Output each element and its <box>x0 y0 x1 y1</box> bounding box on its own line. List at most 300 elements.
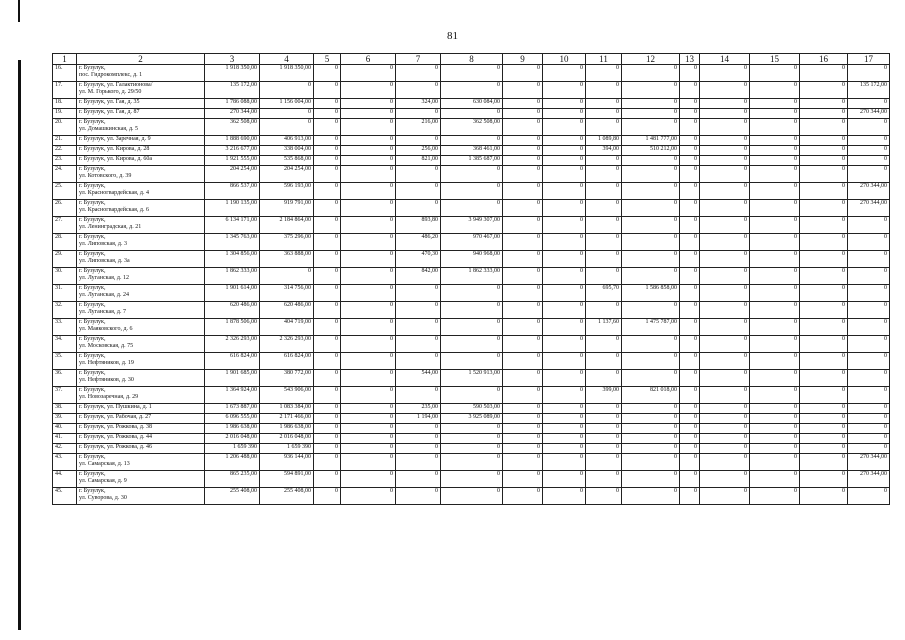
value-cell-col-3: 270 344,00 <box>205 109 260 119</box>
value-cell-col-6: 0 <box>341 471 396 488</box>
value-cell-col-5: 0 <box>314 353 341 370</box>
value-cell-col-4: 543 906,00 <box>260 387 314 404</box>
value-cell-col-5: 0 <box>314 387 341 404</box>
value-cell-col-15: 0 <box>750 285 800 302</box>
table-row <box>53 336 890 353</box>
value-cell-col-14: 0 <box>700 234 750 251</box>
value-cell-col-8: 0 <box>441 183 503 200</box>
value-cell-col-8: 0 <box>441 424 503 434</box>
value-cell-col-7: 0 <box>396 319 441 336</box>
value-cell-col-8: 940 968,00 <box>441 251 503 268</box>
value-cell-col-12: 0 <box>622 251 680 268</box>
value-cell-col-10: 0 <box>543 136 586 146</box>
address-line: ул. Суворова, д. 30 <box>79 495 127 501</box>
value-cell-col-9: 0 <box>503 268 543 285</box>
value-cell-col-9: 0 <box>503 404 543 414</box>
address-line: ул. Красногвардейская, д. 4 <box>79 190 149 196</box>
value-cell-col-7: 0 <box>396 444 441 454</box>
column-header-10: 10 <box>543 54 586 65</box>
value-cell-col-17: 0 <box>848 434 890 444</box>
value-cell-col-4: 1 659 390 <box>260 444 314 454</box>
value-cell-col-14: 0 <box>700 424 750 434</box>
value-cell-col-16: 0 <box>800 99 848 109</box>
value-cell-col-11: 0 <box>586 251 622 268</box>
value-cell-col-10: 0 <box>543 414 586 424</box>
address-line: г. Бузулук, ул. Галактионова/ <box>79 82 153 88</box>
value-cell-col-7: 0 <box>396 488 441 505</box>
value-cell-col-15: 0 <box>750 136 800 146</box>
value-cell-col-13: 0 <box>680 488 700 505</box>
value-cell-col-11: 0 <box>586 424 622 434</box>
value-cell-col-4: 2 016 048,00 <box>260 434 314 444</box>
value-cell-col-5: 0 <box>314 136 341 146</box>
table-row <box>53 251 890 268</box>
value-cell-col-13: 0 <box>680 217 700 234</box>
address-line: ул. Котовского, д. 39 <box>79 173 132 179</box>
value-cell-col-3: 135 172,00 <box>205 82 260 99</box>
value-cell-col-16: 0 <box>800 370 848 387</box>
value-cell-col-15: 0 <box>750 109 800 119</box>
row-number: 18. <box>53 99 77 109</box>
value-cell-col-11: 0 <box>586 353 622 370</box>
value-cell-col-15: 0 <box>750 302 800 319</box>
value-cell-col-13: 0 <box>680 302 700 319</box>
value-cell-col-4: 2 184 864,00 <box>260 217 314 234</box>
address-line: г. Бузулук, <box>79 200 106 206</box>
value-cell-col-8: 0 <box>441 319 503 336</box>
binding-margin-line <box>18 60 21 630</box>
table-row <box>53 82 890 99</box>
table-row <box>53 200 890 217</box>
table-row <box>53 268 890 285</box>
table-row <box>53 166 890 183</box>
value-cell-col-6: 0 <box>341 156 396 166</box>
address-cell <box>77 488 205 505</box>
value-cell-col-9: 0 <box>503 166 543 183</box>
value-cell-col-14: 0 <box>700 353 750 370</box>
value-cell-col-6: 0 <box>341 424 396 434</box>
value-cell-col-13: 0 <box>680 434 700 444</box>
value-cell-col-5: 0 <box>314 434 341 444</box>
value-cell-col-3: 866 537,00 <box>205 183 260 200</box>
table-row <box>53 424 890 434</box>
value-cell-col-11: 0 <box>586 444 622 454</box>
value-cell-col-4: 1 986 638,00 <box>260 424 314 434</box>
row-number: 26. <box>53 200 77 217</box>
value-cell-col-16: 0 <box>800 217 848 234</box>
value-cell-col-14: 0 <box>700 136 750 146</box>
value-cell-col-11: 1 137,60 <box>586 319 622 336</box>
value-cell-col-16: 0 <box>800 285 848 302</box>
value-cell-col-10: 0 <box>543 166 586 183</box>
value-cell-col-7: 0 <box>396 454 441 471</box>
value-cell-col-4: 1 083 384,00 <box>260 404 314 414</box>
value-cell-col-4: 1 156 004,00 <box>260 99 314 109</box>
row-number: 42. <box>53 444 77 454</box>
value-cell-col-11: 0 <box>586 488 622 505</box>
value-cell-col-6: 0 <box>341 454 396 471</box>
address-cell <box>77 353 205 370</box>
value-cell-col-13: 0 <box>680 370 700 387</box>
column-header-2: 2 <box>77 54 205 65</box>
value-cell-col-4: 363 888,00 <box>260 251 314 268</box>
address-cell <box>77 268 205 285</box>
value-cell-col-10: 0 <box>543 404 586 414</box>
value-cell-col-4: 535 868,00 <box>260 156 314 166</box>
value-cell-col-13: 0 <box>680 99 700 109</box>
value-cell-col-6: 0 <box>341 99 396 109</box>
value-cell-col-5: 0 <box>314 65 341 82</box>
value-cell-col-16: 0 <box>800 353 848 370</box>
value-cell-col-14: 0 <box>700 444 750 454</box>
value-cell-col-4: 594 891,00 <box>260 471 314 488</box>
address-line: ул. Маяковского, д. 6 <box>79 326 133 332</box>
address-cell <box>77 166 205 183</box>
value-cell-col-10: 0 <box>543 444 586 454</box>
address-line: г. Бузулук, ул. Гая, д. 87 <box>79 109 140 115</box>
value-cell-col-9: 0 <box>503 387 543 404</box>
value-cell-col-5: 0 <box>314 285 341 302</box>
value-cell-col-16: 0 <box>800 234 848 251</box>
value-cell-col-6: 0 <box>341 65 396 82</box>
table-row <box>53 414 890 424</box>
table-row <box>53 434 890 444</box>
value-cell-col-15: 0 <box>750 166 800 183</box>
row-number: 17. <box>53 82 77 99</box>
value-cell-col-9: 0 <box>503 302 543 319</box>
value-cell-col-11: 0 <box>586 109 622 119</box>
table-row <box>53 285 890 302</box>
value-cell-col-9: 0 <box>503 217 543 234</box>
value-cell-col-14: 0 <box>700 370 750 387</box>
address-line: г. Бузулук, <box>79 166 106 172</box>
value-cell-col-12: 1 481 777,00 <box>622 136 680 146</box>
value-cell-col-12: 0 <box>622 217 680 234</box>
address-cell <box>77 65 205 82</box>
row-number: 21. <box>53 136 77 146</box>
value-cell-col-3: 1 190 135,00 <box>205 200 260 217</box>
address-line: пос. Гидрокомплекс, д. 1 <box>79 72 143 78</box>
value-cell-col-9: 0 <box>503 471 543 488</box>
value-cell-col-10: 0 <box>543 471 586 488</box>
value-cell-col-15: 0 <box>750 234 800 251</box>
table-row <box>53 471 890 488</box>
value-cell-col-6: 0 <box>341 353 396 370</box>
address-line: г. Бузулук, <box>79 285 106 291</box>
value-cell-col-16: 0 <box>800 488 848 505</box>
value-cell-col-12: 0 <box>622 424 680 434</box>
value-cell-col-15: 0 <box>750 454 800 471</box>
value-cell-col-14: 0 <box>700 414 750 424</box>
value-cell-col-12: 0 <box>622 404 680 414</box>
table-row <box>53 156 890 166</box>
row-number: 37. <box>53 387 77 404</box>
value-cell-col-3: 620 486,00 <box>205 302 260 319</box>
row-number: 19. <box>53 109 77 119</box>
address-cell <box>77 217 205 234</box>
value-cell-col-13: 0 <box>680 82 700 99</box>
value-cell-col-11: 0 <box>586 404 622 414</box>
row-number: 40. <box>53 424 77 434</box>
value-cell-col-4: 2 326 293,00 <box>260 336 314 353</box>
value-cell-col-7: 0 <box>396 336 441 353</box>
address-line: г. Бузулук, ул. Пушкина, д. 1 <box>79 404 152 410</box>
address-line: ул. Луганская, д. 12 <box>79 275 129 281</box>
table-row <box>53 119 890 136</box>
address-cell <box>77 444 205 454</box>
value-cell-col-15: 0 <box>750 251 800 268</box>
value-cell-col-7: 1 194,00 <box>396 414 441 424</box>
value-cell-col-16: 0 <box>800 319 848 336</box>
value-cell-col-15: 0 <box>750 99 800 109</box>
value-cell-col-11: 0 <box>586 65 622 82</box>
value-cell-col-14: 0 <box>700 146 750 156</box>
column-header-14: 14 <box>700 54 750 65</box>
value-cell-col-17: 270 344,00 <box>848 183 890 200</box>
value-cell-col-7: 0 <box>396 285 441 302</box>
value-cell-col-16: 0 <box>800 268 848 285</box>
value-cell-col-10: 0 <box>543 268 586 285</box>
value-cell-col-13: 0 <box>680 414 700 424</box>
value-cell-col-17: 0 <box>848 424 890 434</box>
value-cell-col-3: 1 901 685,00 <box>205 370 260 387</box>
value-cell-col-6: 0 <box>341 119 396 136</box>
value-cell-col-4: 375 296,00 <box>260 234 314 251</box>
value-cell-col-6: 0 <box>341 336 396 353</box>
value-cell-col-8: 0 <box>441 488 503 505</box>
address-cell <box>77 434 205 444</box>
value-cell-col-16: 0 <box>800 387 848 404</box>
row-number: 45. <box>53 488 77 505</box>
value-cell-col-4: 406 913,00 <box>260 136 314 146</box>
row-number: 38. <box>53 404 77 414</box>
address-cell <box>77 424 205 434</box>
value-cell-col-17: 0 <box>848 319 890 336</box>
table-row <box>53 109 890 119</box>
column-header-11: 11 <box>586 54 622 65</box>
value-cell-col-5: 0 <box>314 146 341 156</box>
value-cell-col-17: 0 <box>848 99 890 109</box>
value-cell-col-14: 0 <box>700 285 750 302</box>
value-cell-col-10: 0 <box>543 454 586 471</box>
value-cell-col-8: 0 <box>441 166 503 183</box>
value-cell-col-10: 0 <box>543 319 586 336</box>
value-cell-col-6: 0 <box>341 136 396 146</box>
value-cell-col-8: 3 949 307,00 <box>441 217 503 234</box>
value-cell-col-8: 630 084,00 <box>441 99 503 109</box>
value-cell-col-16: 0 <box>800 146 848 156</box>
value-cell-col-4: 620 486,00 <box>260 302 314 319</box>
value-cell-col-4: 2 171 466,00 <box>260 414 314 424</box>
value-cell-col-11: 0 <box>586 268 622 285</box>
value-cell-col-8: 1 520 913,00 <box>441 370 503 387</box>
value-cell-col-13: 0 <box>680 183 700 200</box>
value-cell-col-5: 0 <box>314 183 341 200</box>
row-number: 44. <box>53 471 77 488</box>
value-cell-col-3: 204 254,00 <box>205 166 260 183</box>
column-number-row <box>53 54 890 65</box>
value-cell-col-11: 0 <box>586 454 622 471</box>
value-cell-col-4: 0 <box>260 109 314 119</box>
address-cell <box>77 404 205 414</box>
row-number: 25. <box>53 183 77 200</box>
column-header-15: 15 <box>750 54 800 65</box>
column-header-1: 1 <box>53 54 77 65</box>
value-cell-col-13: 0 <box>680 234 700 251</box>
value-cell-col-11: 0 <box>586 370 622 387</box>
value-cell-col-7: 842,00 <box>396 268 441 285</box>
table-row <box>53 65 890 82</box>
value-cell-col-17: 270 344,00 <box>848 454 890 471</box>
row-number: 32. <box>53 302 77 319</box>
value-cell-col-6: 0 <box>341 370 396 387</box>
value-cell-col-13: 0 <box>680 65 700 82</box>
table-row <box>53 302 890 319</box>
register-table <box>52 53 890 505</box>
column-header-12: 12 <box>622 54 680 65</box>
value-cell-col-17: 0 <box>848 387 890 404</box>
address-line: ул. Московская, д. 75 <box>79 343 134 349</box>
value-cell-col-4: 1 918 350,00 <box>260 65 314 82</box>
value-cell-col-8: 362 508,00 <box>441 119 503 136</box>
value-cell-col-17: 0 <box>848 136 890 146</box>
address-line: ул. Ленинградская, д. 21 <box>79 224 142 230</box>
address-line: ул. Самарская, д. 13 <box>79 461 130 467</box>
value-cell-col-16: 0 <box>800 414 848 424</box>
value-cell-col-17: 0 <box>848 65 890 82</box>
value-cell-col-7: 0 <box>396 109 441 119</box>
value-cell-col-3: 362 508,00 <box>205 119 260 136</box>
value-cell-col-11: 0 <box>586 434 622 444</box>
value-cell-col-12: 0 <box>622 353 680 370</box>
value-cell-col-12: 0 <box>622 119 680 136</box>
value-cell-col-15: 0 <box>750 183 800 200</box>
value-cell-col-3: 1 304 856,00 <box>205 251 260 268</box>
value-cell-col-7: 893,80 <box>396 217 441 234</box>
value-cell-col-13: 0 <box>680 319 700 336</box>
value-cell-col-3: 1 786 088,00 <box>205 99 260 109</box>
value-cell-col-10: 0 <box>543 217 586 234</box>
value-cell-col-7: 0 <box>396 82 441 99</box>
value-cell-col-9: 0 <box>503 434 543 444</box>
value-cell-col-3: 1 673 887,00 <box>205 404 260 414</box>
value-cell-col-15: 0 <box>750 336 800 353</box>
address-line: г. Бузулук, ул. Кирова, д. 60а <box>79 156 153 162</box>
value-cell-col-4: 338 004,00 <box>260 146 314 156</box>
address-cell <box>77 183 205 200</box>
value-cell-col-17: 0 <box>848 302 890 319</box>
value-cell-col-6: 0 <box>341 251 396 268</box>
address-cell <box>77 387 205 404</box>
column-header-6: 6 <box>341 54 396 65</box>
value-cell-col-11: 0 <box>586 119 622 136</box>
value-cell-col-17: 270 344,00 <box>848 471 890 488</box>
value-cell-col-3: 1 206 488,00 <box>205 454 260 471</box>
value-cell-col-4: 0 <box>260 82 314 99</box>
value-cell-col-9: 0 <box>503 119 543 136</box>
value-cell-col-16: 0 <box>800 166 848 183</box>
value-cell-col-8: 0 <box>441 82 503 99</box>
value-cell-col-14: 0 <box>700 404 750 414</box>
value-cell-col-9: 0 <box>503 370 543 387</box>
value-cell-col-9: 0 <box>503 65 543 82</box>
value-cell-col-6: 0 <box>341 488 396 505</box>
value-cell-col-13: 0 <box>680 285 700 302</box>
value-cell-col-7: 0 <box>396 302 441 319</box>
margin-tick <box>18 0 20 22</box>
value-cell-col-7: 470,30 <box>396 251 441 268</box>
value-cell-col-3: 1 659 390 <box>205 444 260 454</box>
value-cell-col-14: 0 <box>700 200 750 217</box>
value-cell-col-9: 0 <box>503 146 543 156</box>
address-line: г. Бузулук, <box>79 302 106 308</box>
value-cell-col-17: 0 <box>848 268 890 285</box>
value-cell-col-17: 0 <box>848 166 890 183</box>
table-row <box>53 454 890 471</box>
value-cell-col-13: 0 <box>680 454 700 471</box>
value-cell-col-6: 0 <box>341 285 396 302</box>
value-cell-col-10: 0 <box>543 234 586 251</box>
value-cell-col-3: 1 901 614,00 <box>205 285 260 302</box>
value-cell-col-8: 368 461,00 <box>441 146 503 156</box>
value-cell-col-13: 0 <box>680 336 700 353</box>
value-cell-col-14: 0 <box>700 319 750 336</box>
value-cell-col-9: 0 <box>503 414 543 424</box>
value-cell-col-17: 270 344,00 <box>848 109 890 119</box>
value-cell-col-3: 255 408,00 <box>205 488 260 505</box>
value-cell-col-13: 0 <box>680 119 700 136</box>
value-cell-col-16: 0 <box>800 119 848 136</box>
address-cell <box>77 251 205 268</box>
column-header-17: 17 <box>848 54 890 65</box>
value-cell-col-13: 0 <box>680 471 700 488</box>
value-cell-col-9: 0 <box>503 136 543 146</box>
value-cell-col-10: 0 <box>543 285 586 302</box>
row-number: 28. <box>53 234 77 251</box>
value-cell-col-13: 0 <box>680 146 700 156</box>
value-cell-col-15: 0 <box>750 353 800 370</box>
value-cell-col-4: 0 <box>260 119 314 136</box>
value-cell-col-12: 0 <box>622 370 680 387</box>
value-cell-col-14: 0 <box>700 65 750 82</box>
value-cell-col-12: 0 <box>622 336 680 353</box>
value-cell-col-17: 0 <box>848 217 890 234</box>
value-cell-col-14: 0 <box>700 217 750 234</box>
address-line: г. Бузулук, ул. Гая, д. 35 <box>79 99 140 105</box>
value-cell-col-5: 0 <box>314 166 341 183</box>
value-cell-col-11: 0 <box>586 217 622 234</box>
value-cell-col-17: 0 <box>848 251 890 268</box>
column-header-5: 5 <box>314 54 341 65</box>
value-cell-col-17: 0 <box>848 119 890 136</box>
value-cell-col-14: 0 <box>700 488 750 505</box>
value-cell-col-8: 1 862 333,00 <box>441 268 503 285</box>
value-cell-col-12: 1 586 858,00 <box>622 285 680 302</box>
value-cell-col-17: 0 <box>848 234 890 251</box>
value-cell-col-14: 0 <box>700 99 750 109</box>
value-cell-col-9: 0 <box>503 109 543 119</box>
address-line: г. Бузулук, <box>79 65 106 71</box>
address-line: ул. Домашкинская, д. 5 <box>79 126 139 132</box>
value-cell-col-12: 0 <box>622 200 680 217</box>
value-cell-col-14: 0 <box>700 336 750 353</box>
address-cell <box>77 99 205 109</box>
address-line: ул. Новозаречная, д. 29 <box>79 394 139 400</box>
value-cell-col-14: 0 <box>700 109 750 119</box>
value-cell-col-15: 0 <box>750 146 800 156</box>
value-cell-col-9: 0 <box>503 251 543 268</box>
value-cell-col-6: 0 <box>341 434 396 444</box>
